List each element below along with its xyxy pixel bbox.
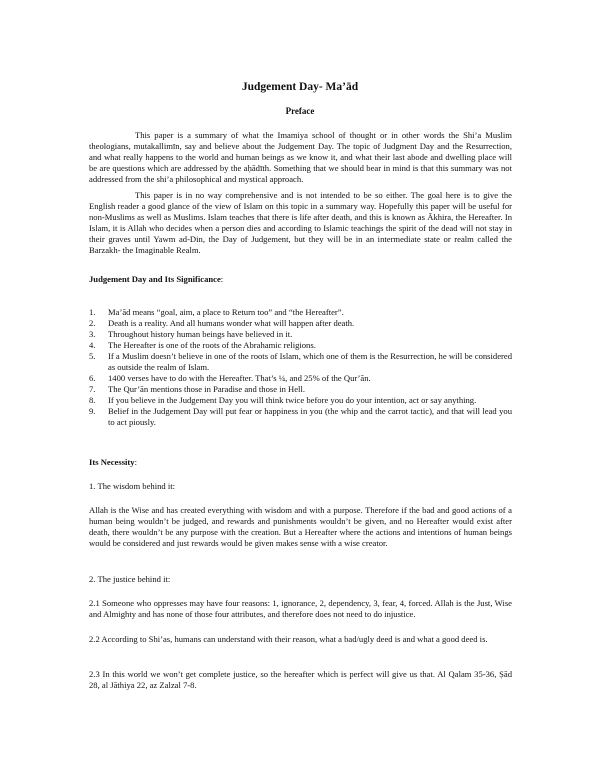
list-item-text: The Hereafter is one of the roots of the Abrahamic religions. xyxy=(108,340,316,350)
list-item-number: 3 . xyxy=(89,329,104,340)
list-item xyxy=(89,373,512,384)
preface-paragraph-1: This paper is a summary of what the Imamiya school of thought or in other words the Shi’a Muslim theologians, mutakallimīn, say and believe about the Judgement Day. The topic of Judgment Day and the Resurrection, and what really happens to the world and human beings as we know it, and what their last abode and dwelling place will be are questions which are addressed by the aḥādīth. Something that we should bear in mind is that this summary was not addressed from the shi’a philosophical and mystical approach. xyxy=(89,130,512,184)
list-item-text: Death is a reality. And all humans wonder what will happen after death. xyxy=(108,318,355,328)
list-item-text: Throughout history human beings have believed in it. xyxy=(108,329,293,339)
list-item-number: 1 . xyxy=(89,307,104,318)
justice-point-1: 2.1 Someone who oppresses may have four reasons: 1, ignorance, 2, dependency, 3, fear, 4, forced. Allah is the Just, Wise and Almighty and has none of those four attributes, and therefore does not need to do injustice. xyxy=(89,598,512,619)
justice-point-2: 2.2 According to Shi’as, humans can understand with their reason, what a bad/ugly deed is and what a good deed is. xyxy=(89,634,488,644)
list-item-text: If a Muslim doesn’t believe in one of the roots of Islam, which one of them is the Resurrection, he will be considered as outside the realm of Islam. xyxy=(108,351,512,372)
justice-heading: 2. The justice behind it: xyxy=(89,574,171,584)
list-item xyxy=(89,384,512,395)
significance-heading xyxy=(89,274,512,285)
list-item-text: If you believe in the Judgement Day you will think twice before you do your intention, act or say anything. xyxy=(108,395,477,405)
list-item xyxy=(89,351,512,373)
list-item-text: The Qur’ān mentions those in Paradise and those in Hell. xyxy=(108,384,305,394)
list-item xyxy=(89,329,512,340)
list-item-text: 1400 verses have to do with the Hereafter. That’s ¼, and 25% of the Qur’ān. xyxy=(108,373,371,383)
list-item-number: 2 . xyxy=(89,318,104,329)
significance-heading-text: Judgement Day and Its Significance xyxy=(89,274,221,284)
list-item xyxy=(89,406,512,428)
list-item-number: 4 . xyxy=(89,340,104,351)
significance-heading-colon: : xyxy=(220,274,224,284)
list-item xyxy=(89,307,512,318)
list-item-number: 7 . xyxy=(89,384,104,395)
list-item-number: 5 . xyxy=(89,351,104,362)
wisdom-paragraph: Allah is the Wise and has created everything with wisdom and with a purpose. Therefore if the bad and good actions of a human being wouldn’t be judged, and rewards and punishments wouldn’t be given, and no Hereafter would exist after death, there wouldn’t be any purpose with the creation. But a Hereafter where the actions and intentions of human beings would be considered and just rewards would be given makes sense with a wise creator. xyxy=(89,505,512,548)
necessity-heading-text: Its Necessity xyxy=(89,457,135,467)
list-item xyxy=(89,318,512,329)
list-item xyxy=(89,395,512,406)
list-item xyxy=(89,340,512,351)
document-title: Judgement Day- Ma’ād xyxy=(241,81,359,93)
list-item-text: Ma’ād means “goal, aim, a place to Return too” and “the Hereafter”. xyxy=(108,307,344,317)
necessity-heading-colon: : xyxy=(134,457,137,467)
list-item-number: 9 . xyxy=(89,406,104,417)
list-item-number: 8 . xyxy=(89,395,104,406)
justice-point-3: 2.3 In this world we won’t get complete justice, so the hereafter which is perfect will give us that. Al Qalam 35-36, Ṣād 28, al Jāthiya 22, az Zalzal 7-8. xyxy=(89,669,512,690)
list-item-text: Belief in the Judgement Day will put fear or happiness in you (the whip and the carrot tactic), and that will lead you to act piously. xyxy=(108,406,512,427)
preface-paragraph-2: This paper is in no way comprehensive and is not intended to be so either. The goal here is to give the English reader a good glance of the view of Islam on this topic in a summary way. Hopefully this paper will be useful for non-Muslims as well as Muslims. Islam teaches that there is life after death, and this is known as Ākhira, the Hereafter. In Islam, it is Allah who decides when a person dies and according to Islamic teachings the spirit of the dead will not stay in their graves until Yawm ad-Din, the Day of Judgement, but they will be in an intermediate state or realm called the Barzakh- the Imaginable Realm. xyxy=(89,190,512,255)
wisdom-heading: 1. The wisdom behind it: xyxy=(89,481,176,491)
preface-heading: Preface xyxy=(285,106,315,116)
significance-list xyxy=(89,307,512,428)
necessity-heading xyxy=(89,457,512,468)
list-item-number: 6 . xyxy=(89,373,104,384)
